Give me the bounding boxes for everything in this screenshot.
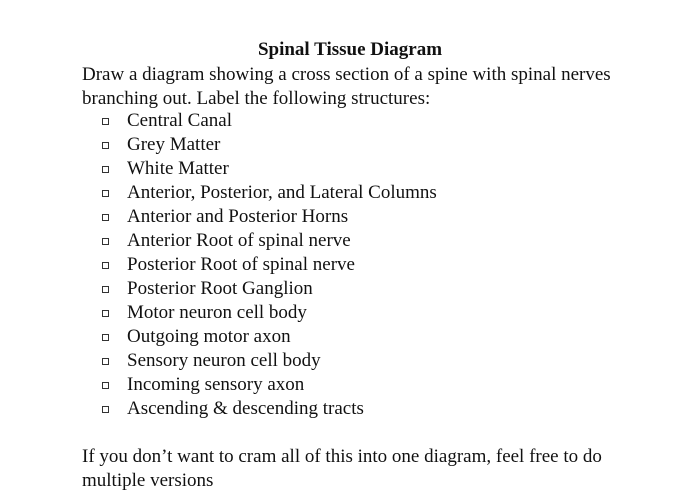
- square-bullet-icon: [102, 358, 109, 365]
- list-item-label: Anterior and Posterior Horns: [127, 206, 349, 227]
- square-bullet-icon: [102, 166, 109, 173]
- list-item: [102, 301, 437, 325]
- list-item-label: Central Canal: [127, 110, 232, 131]
- square-bullet-icon: [102, 214, 109, 221]
- square-bullet-icon: [102, 286, 109, 293]
- square-bullet-icon: [102, 310, 109, 317]
- list-item-label: Anterior Root of spinal nerve: [127, 230, 351, 251]
- structures-list: [102, 109, 437, 421]
- square-bullet-icon: [102, 118, 109, 125]
- list-item: [102, 133, 437, 157]
- list-item: [102, 325, 437, 349]
- list-item-label: White Matter: [127, 158, 229, 179]
- square-bullet-icon: [102, 238, 109, 245]
- list-item-label: Outgoing motor axon: [127, 326, 291, 347]
- list-item-label: Posterior Root of spinal nerve: [127, 254, 355, 275]
- list-item-label: Anterior, Posterior, and Lateral Columns: [127, 182, 437, 203]
- list-item-label: Ascending & descending tracts: [127, 398, 364, 419]
- square-bullet-icon: [102, 382, 109, 389]
- square-bullet-icon: [102, 334, 109, 341]
- list-item-label: Incoming sensory axon: [127, 374, 305, 395]
- list-item-label: Sensory neuron cell body: [127, 350, 321, 371]
- document-title: Spinal Tissue Diagram: [257, 39, 443, 60]
- list-item: [102, 277, 437, 301]
- list-item: [102, 229, 437, 253]
- closing-note: If you don’t want to cram all of this into one diagram, feel free to do multiple versions: [82, 446, 602, 491]
- list-item: [102, 157, 437, 181]
- square-bullet-icon: [102, 262, 109, 269]
- list-item: [102, 397, 437, 421]
- list-item: [102, 109, 437, 133]
- list-item: [102, 373, 437, 397]
- list-item-label: Grey Matter: [127, 134, 221, 155]
- list-item: [102, 253, 437, 277]
- square-bullet-icon: [102, 142, 109, 149]
- square-bullet-icon: [102, 406, 109, 413]
- list-item: [102, 349, 437, 373]
- list-item-label: Posterior Root Ganglion: [127, 278, 313, 299]
- square-bullet-icon: [102, 190, 109, 197]
- instructions-paragraph: Draw a diagram showing a cross section of a spine with spinal nerves branching out. Label the following structures:: [82, 64, 611, 109]
- list-item-label: Motor neuron cell body: [127, 302, 307, 323]
- list-item: [102, 181, 437, 205]
- list-item: [102, 205, 437, 229]
